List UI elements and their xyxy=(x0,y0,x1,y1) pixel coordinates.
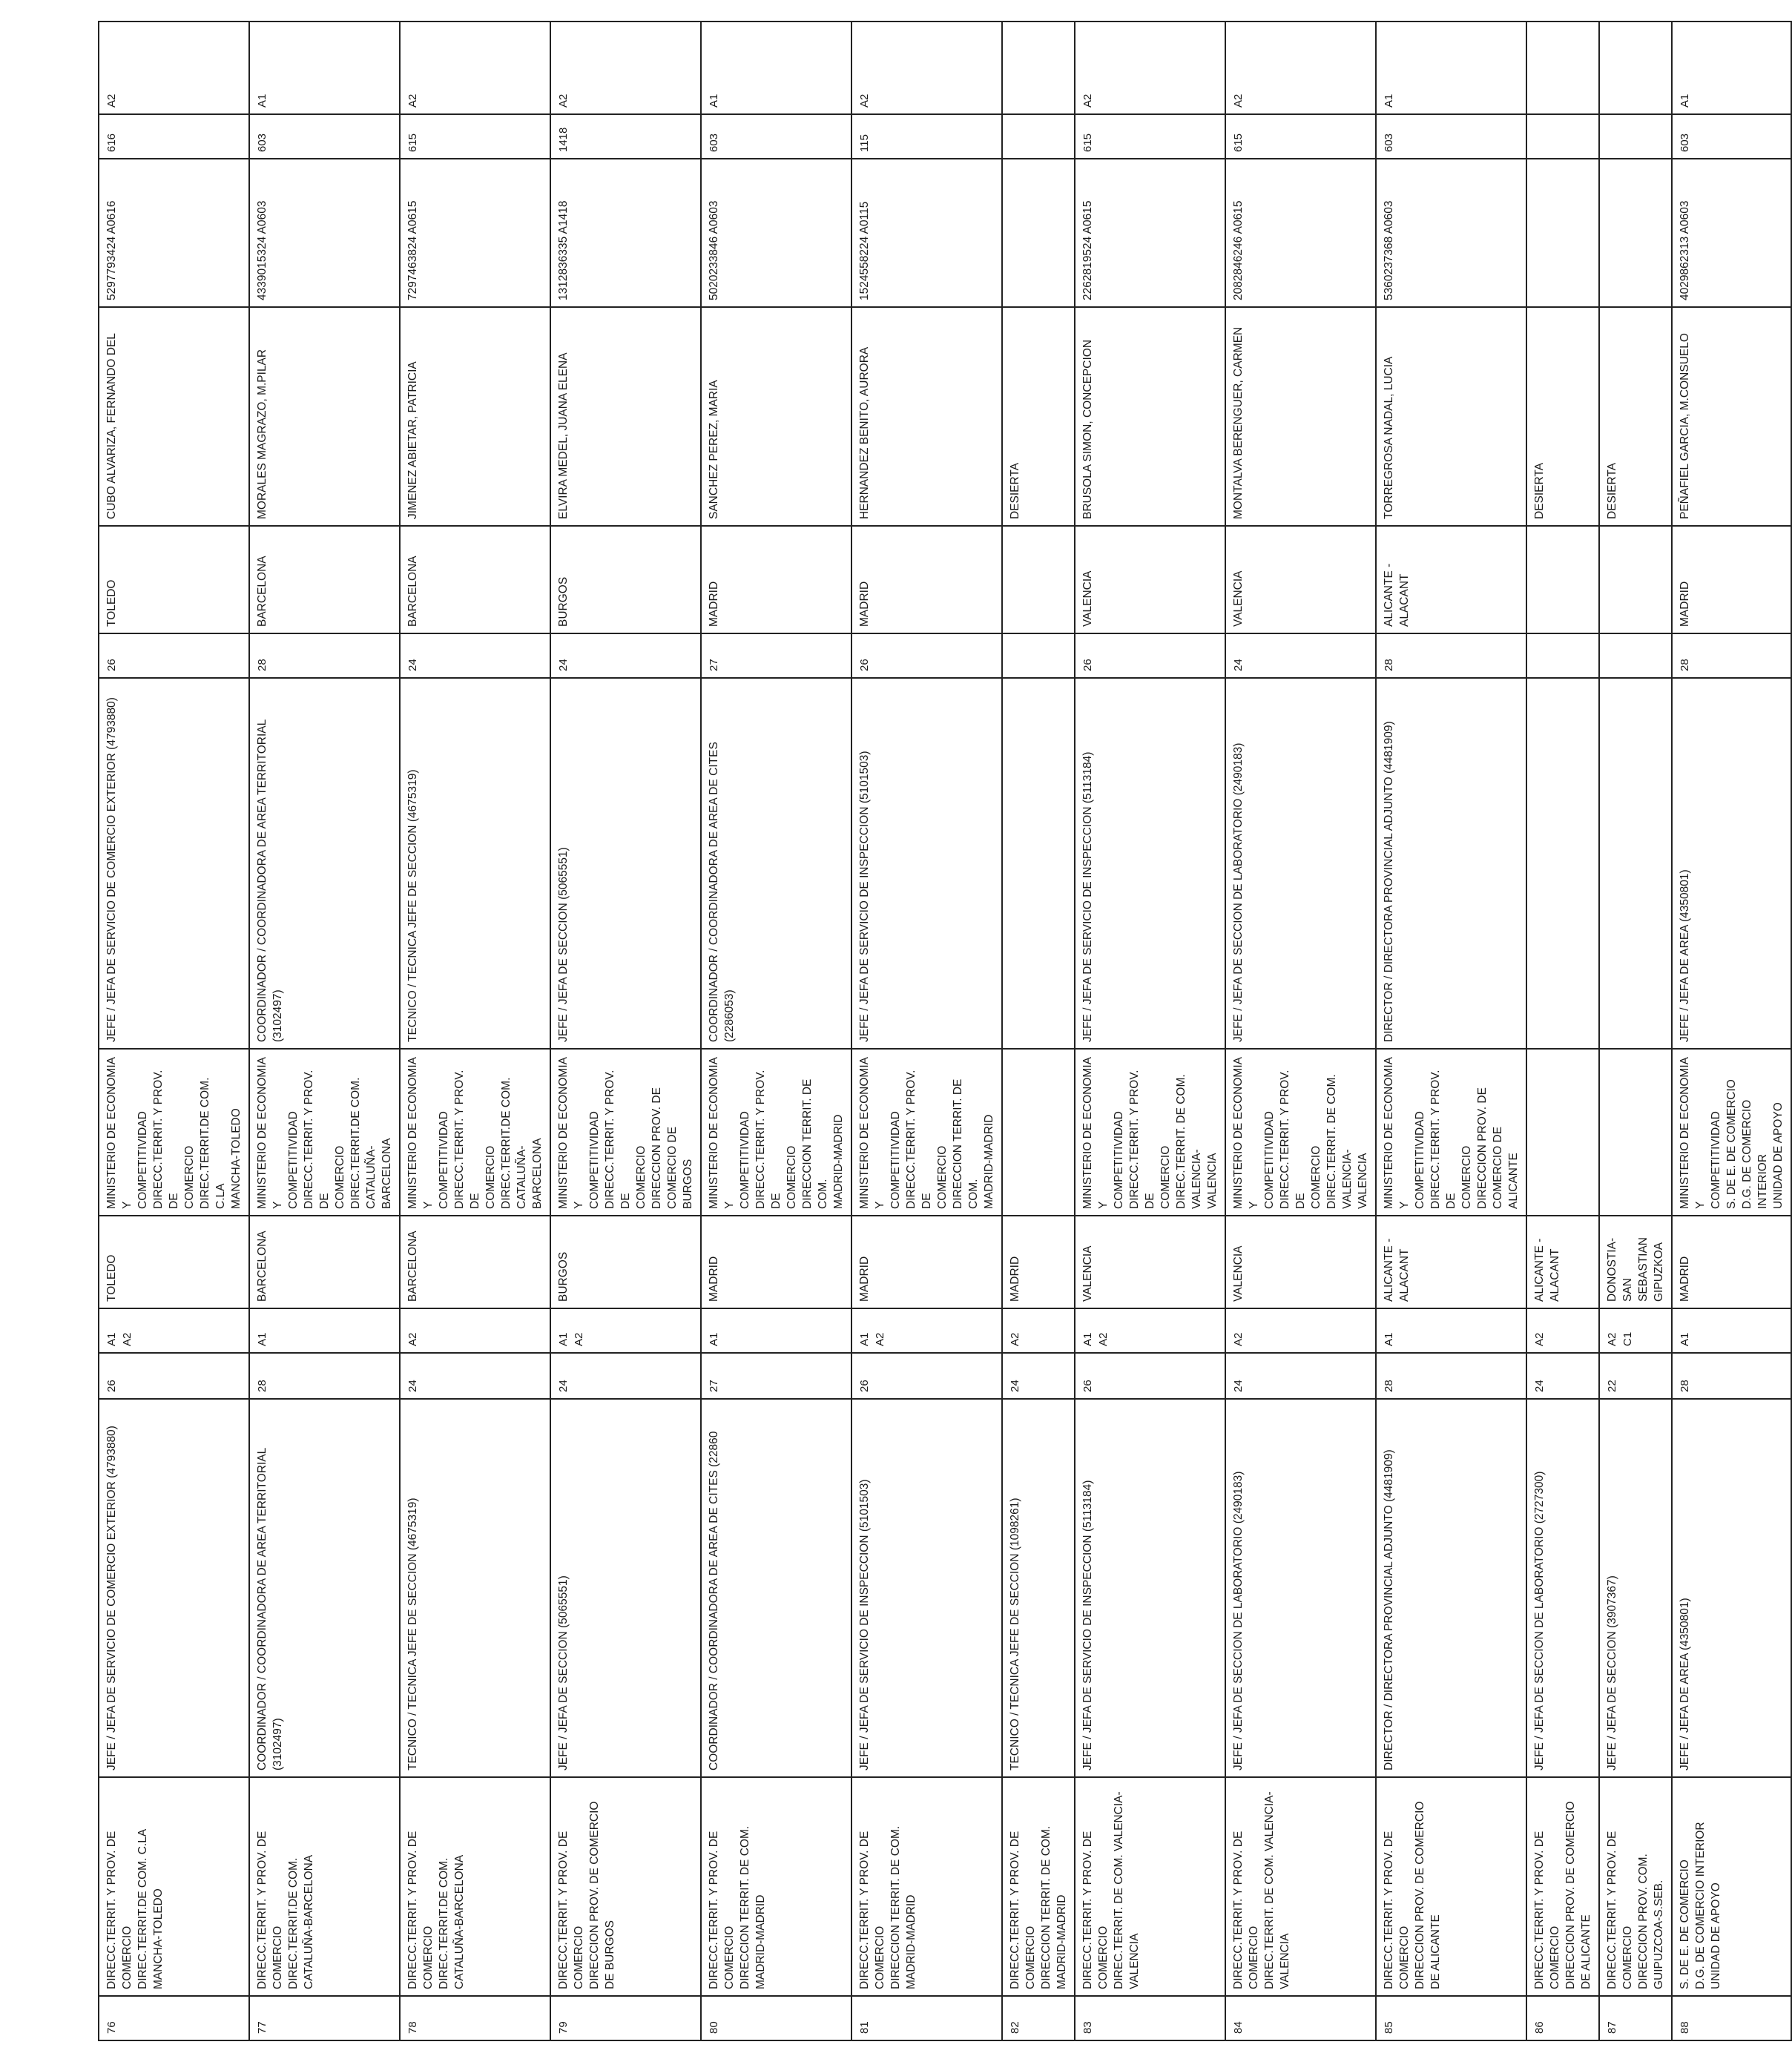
assignee-name-cell: JIMENEZ ABIETAR, PATRICIA xyxy=(400,307,550,526)
registry-number-cell xyxy=(1599,159,1672,307)
assignee-name-cell: HERNANDEZ BENITO, AURORA xyxy=(851,307,1002,526)
assigned-location-cell: VALENCIA xyxy=(1075,526,1225,633)
origin-level-cell: 24 xyxy=(400,1353,550,1399)
assigned-unit-cell: MINISTERIO DE ECONOMIA Y COMPETITIVIDAD DIRECC.TERRIT. Y PROV. DE COMERCIO DIREC.TERRIT. DE COM. VALENCIA- VALENCIA xyxy=(1225,1049,1376,1216)
group-code-cell xyxy=(1599,22,1672,114)
body-code-cell xyxy=(1002,114,1075,159)
origin-level-cell: 28 xyxy=(249,1353,400,1399)
body-code-cell: 115 xyxy=(851,114,1002,159)
origin-location-cell: BARCELONA xyxy=(249,1216,400,1308)
assigned-level-cell: 26 xyxy=(851,633,1002,678)
assigned-post-cell: JEFE / JEFA DE SECCION (5065551) xyxy=(550,678,701,1049)
assigned-location-cell: MADRID xyxy=(701,526,851,633)
origin-group-cell: A1 xyxy=(249,1308,400,1353)
assignee-name-cell: TORREGROSA NADAL, LUCIA xyxy=(1376,307,1526,526)
table-row xyxy=(701,22,851,2040)
assigned-unit-cell xyxy=(1002,1049,1075,1216)
assignee-name-cell: BRUSOLA SIMON, CONCEPCION xyxy=(1075,307,1225,526)
group-code-cell: A1 xyxy=(701,22,851,114)
registry-number-cell: 2262819524 A0615 xyxy=(1075,159,1225,307)
origin-group-cell: A2 xyxy=(1002,1308,1075,1353)
assigned-post-cell xyxy=(1599,678,1672,1049)
assigned-unit-cell: MINISTERIO DE ECONOMIA Y COMPETITIVIDAD DIRECC.TERRIT. Y PROV. DE COMERCIO DIREC.TERRIT.DE COM. CATALUÑA- BARCELONA xyxy=(249,1049,400,1216)
origin-level-cell: 24 xyxy=(1526,1353,1599,1399)
assignee-name-cell: DESIERTA xyxy=(1526,307,1599,526)
origin-group-cell: A1 A2 xyxy=(550,1308,701,1353)
row-number-cell: 76 xyxy=(99,1996,249,2040)
body-code-cell: 603 xyxy=(701,114,851,159)
group-code-cell: A2 xyxy=(1075,22,1225,114)
assigned-location-cell: ALICANTE - ALACANT xyxy=(1376,526,1526,633)
origin-unit-cell: DIRECC.TERRIT. Y PROV. DE COMERCIO DIREC.TERRIT.DE COM. C.LA MANCHA-TOLEDO xyxy=(99,1777,249,1996)
body-code-cell: 615 xyxy=(400,114,550,159)
registry-number-cell xyxy=(1526,159,1599,307)
origin-group-cell: A1 xyxy=(1672,1308,1791,1353)
origin-level-cell: 24 xyxy=(550,1353,701,1399)
origin-location-cell: MADRID xyxy=(701,1216,851,1308)
assignee-name-cell: DESIERTA xyxy=(1002,307,1075,526)
assigned-level-cell: 26 xyxy=(1075,633,1225,678)
body-code-cell xyxy=(1526,114,1599,159)
row-number-cell: 79 xyxy=(550,1996,701,2040)
origin-unit-cell: DIRECC.TERRIT. Y PROV. DE COMERCIO DIRECCION PROV. DE COMERCIO DE BURGOS xyxy=(550,1777,701,1996)
table-row xyxy=(1672,22,1791,2040)
assignee-name-cell: SANCHEZ PEREZ, MARIA xyxy=(701,307,851,526)
origin-post-cell: JEFE / JEFA DE SERVICIO DE INSPECCION (5101503) xyxy=(851,1399,1002,1777)
assigned-unit-cell: MINISTERIO DE ECONOMIA Y COMPETITIVIDAD DIRECC.TERRIT. Y PROV. DE COMERCIO DIRECCION PROV. DE COMERCIO DE ALICANTE xyxy=(1376,1049,1526,1216)
origin-group-cell: A2 xyxy=(1225,1308,1376,1353)
origin-location-cell: MADRID xyxy=(1002,1216,1075,1308)
origin-unit-cell: DIRECC.TERRIT. Y PROV. DE COMERCIO DIRECCION TERRIT. DE COM. MADRID-MADRID xyxy=(851,1777,1002,1996)
assigned-level-cell xyxy=(1526,633,1599,678)
assigned-unit-cell: MINISTERIO DE ECONOMIA Y COMPETITIVIDAD DIRECC.TERRIT. Y PROV. DE COMERCIO DIREC.TERRIT.DE COM. CATALUÑA- BARCELONA xyxy=(400,1049,550,1216)
assigned-unit-cell xyxy=(1526,1049,1599,1216)
group-code-cell xyxy=(1002,22,1075,114)
assigned-level-cell: 27 xyxy=(701,633,851,678)
origin-location-cell: MADRID xyxy=(851,1216,1002,1308)
registry-number-cell xyxy=(1002,159,1075,307)
group-code-cell: A2 xyxy=(1225,22,1376,114)
row-number-cell: 85 xyxy=(1376,1996,1526,2040)
origin-level-cell: 27 xyxy=(701,1353,851,1399)
registry-number-cell: 5360237368 A0603 xyxy=(1376,159,1526,307)
registry-number-cell: 4029862313 A0603 xyxy=(1672,159,1791,307)
row-number-cell: 77 xyxy=(249,1996,400,2040)
origin-group-cell: A2 xyxy=(1526,1308,1599,1353)
assigned-location-cell: BARCELONA xyxy=(400,526,550,633)
assigned-location-cell xyxy=(1526,526,1599,633)
origin-unit-cell: DIRECC.TERRIT. Y PROV. DE COMERCIO DIREC.TERRIT.DE COM. CATALUÑA-BARCELONA xyxy=(249,1777,400,1996)
body-code-cell: 615 xyxy=(1225,114,1376,159)
assigned-unit-cell: MINISTERIO DE ECONOMIA Y COMPETITIVIDAD DIRECC.TERRIT. Y PROV. DE COMERCIO DIREC.TERRIT. DE COM. VALENCIA- VALENCIA xyxy=(1075,1049,1225,1216)
origin-location-cell: ALICANTE - ALACANT xyxy=(1526,1216,1599,1308)
origin-level-cell: 26 xyxy=(99,1353,249,1399)
assigned-location-cell: TOLEDO xyxy=(99,526,249,633)
origin-post-cell: JEFE / JEFA DE SECCION DE LABORATORIO (2490183) xyxy=(1225,1399,1376,1777)
assignee-name-cell: CUBO ALVARIZA, FERNANDO DEL xyxy=(99,307,249,526)
assigned-post-cell xyxy=(1526,678,1599,1049)
row-number-cell: 78 xyxy=(400,1996,550,2040)
body-code-cell: 616 xyxy=(99,114,249,159)
origin-group-cell: A1 xyxy=(701,1308,851,1353)
body-code-cell: 615 xyxy=(1075,114,1225,159)
origin-unit-cell: DIRECC.TERRIT. Y PROV. DE COMERCIO DIRECCION PROV. COM. GUIPUZCOA-S.SEB. xyxy=(1599,1777,1672,1996)
origin-location-cell: BARCELONA xyxy=(400,1216,550,1308)
body-code-cell: 1418 xyxy=(550,114,701,159)
table-row xyxy=(1002,22,1075,2040)
origin-unit-cell: DIRECC.TERRIT. Y PROV. DE COMERCIO DIRECCION PROV. DE COMERCIO DE ALICANTE xyxy=(1526,1777,1599,1996)
origin-post-cell: JEFE / JEFA DE SECCION (5065551) xyxy=(550,1399,701,1777)
assigned-post-cell: JEFE / JEFA DE AREA (4350801) xyxy=(1672,678,1791,1049)
registry-number-cell: 2082846246 A0615 xyxy=(1225,159,1376,307)
assigned-unit-cell: MINISTERIO DE ECONOMIA Y COMPETITIVIDAD DIRECC.TERRIT. Y PROV. DE COMERCIO DIRECCION PROV. DE COMERCIO DE BURGOS xyxy=(550,1049,701,1216)
assigned-unit-cell: MINISTERIO DE ECONOMIA Y COMPETITIVIDAD DIRECC.TERRIT. Y PROV. DE COMERCIO DIRECCION TERRIT. DE COM. MADRID-MADRID xyxy=(701,1049,851,1216)
table-row xyxy=(1225,22,1376,2040)
origin-post-cell: JEFE / JEFA DE AREA (4350801) xyxy=(1672,1399,1791,1777)
body-code-cell: 603 xyxy=(1672,114,1791,159)
assigned-location-cell xyxy=(1599,526,1672,633)
origin-location-cell: ALICANTE - ALACANT xyxy=(1376,1216,1526,1308)
origin-post-cell: COORDINADOR / COORDINADORA DE AREA DE CITES (22860 xyxy=(701,1399,851,1777)
origin-unit-cell: DIRECC.TERRIT. Y PROV. DE COMERCIO DIRECCION PROV. DE COMERCIO DE ALICANTE xyxy=(1376,1777,1526,1996)
origin-level-cell: 22 xyxy=(1599,1353,1672,1399)
group-code-cell: A2 xyxy=(851,22,1002,114)
registry-number-cell: 7297463824 A0615 xyxy=(400,159,550,307)
registry-number-cell: 1524558224 A0115 xyxy=(851,159,1002,307)
assigned-level-cell: 24 xyxy=(1225,633,1376,678)
origin-level-cell: 24 xyxy=(1225,1353,1376,1399)
assigned-level-cell: 28 xyxy=(1672,633,1791,678)
origin-group-cell: A1 xyxy=(1376,1308,1526,1353)
assigned-location-cell: BURGOS xyxy=(550,526,701,633)
registry-number-cell: 5020233846 A0603 xyxy=(701,159,851,307)
origin-post-cell: TECNICO / TECNICA JEFE DE SECCION (4675319) xyxy=(400,1399,550,1777)
assigned-level-cell: 28 xyxy=(1376,633,1526,678)
origin-level-cell: 24 xyxy=(1002,1353,1075,1399)
row-number-cell: 88 xyxy=(1672,1996,1791,2040)
table-body xyxy=(99,22,1791,2040)
assignee-name-cell: MONTALVA BERENGUER, CARMEN xyxy=(1225,307,1376,526)
assignee-name-cell: PEÑAFIEL GARCIA, M.CONSUELO xyxy=(1672,307,1791,526)
group-code-cell: A2 xyxy=(550,22,701,114)
table-row xyxy=(1526,22,1599,2040)
origin-post-cell: TECNICO / TECNICA JEFE DE SECCION (1098261) xyxy=(1002,1399,1075,1777)
group-code-cell: A1 xyxy=(249,22,400,114)
assigned-unit-cell xyxy=(1599,1049,1672,1216)
row-number-cell: 83 xyxy=(1075,1996,1225,2040)
assigned-post-cell: COORDINADOR / COORDINADORA DE AREA DE CITES (2286053) xyxy=(701,678,851,1049)
origin-group-cell: A2 C1 xyxy=(1599,1308,1672,1353)
assigned-unit-cell: MINISTERIO DE ECONOMIA Y COMPETITIVIDAD DIRECC.TERRIT. Y PROV. DE COMERCIO DIREC.TERRIT.DE COM. C.LA MANCHA-TOLEDO xyxy=(99,1049,249,1216)
origin-location-cell: DONOSTIA-SAN SEBASTIAN GIPUZKOA xyxy=(1599,1216,1672,1308)
body-code-cell xyxy=(1599,114,1672,159)
assigned-unit-cell: MINISTERIO DE ECONOMIA Y COMPETITIVIDAD DIRECC.TERRIT. Y PROV. DE COMERCIO DIRECCION TERRIT. DE COM. MADRID-MADRID xyxy=(851,1049,1002,1216)
group-code-cell xyxy=(1526,22,1599,114)
assignee-name-cell: ELVIRA MEDEL, JUANA ELENA xyxy=(550,307,701,526)
row-number-cell: 87 xyxy=(1599,1996,1672,2040)
assigned-post-cell xyxy=(1002,678,1075,1049)
origin-post-cell: JEFE / JEFA DE SECCION DE LABORATORIO (2727300) xyxy=(1526,1399,1599,1777)
assigned-level-cell: 28 xyxy=(249,633,400,678)
table-row xyxy=(1599,22,1672,2040)
origin-unit-cell: DIRECC.TERRIT. Y PROV. DE COMERCIO DIREC.TERRIT. DE COM. VALENCIA- VALENCIA xyxy=(1225,1777,1376,1996)
assigned-post-cell: JEFE / JEFA DE SERVICIO DE COMERCIO EXTERIOR (4793880) xyxy=(99,678,249,1049)
registry-number-cell: 1312836335 A1418 xyxy=(550,159,701,307)
origin-group-cell: A1 A2 xyxy=(1075,1308,1225,1353)
origin-unit-cell: S. DE E. DE COMERCIO D.G. DE COMERCIO INTERIOR UNIDAD DE APOYO xyxy=(1672,1777,1791,1996)
row-number-cell: 82 xyxy=(1002,1996,1075,2040)
assigned-unit-cell: MINISTERIO DE ECONOMIA Y COMPETITIVIDAD S. DE E. DE COMERCIO D.G. DE COMERCIO INTERIOR UNIDAD DE APOYO xyxy=(1672,1049,1791,1216)
document-page xyxy=(98,22,1785,2041)
registry-number-cell: 5297793424 A0616 xyxy=(99,159,249,307)
table-row xyxy=(1075,22,1225,2040)
origin-unit-cell: DIRECC.TERRIT. Y PROV. DE COMERCIO DIRECCION TERRIT. DE COM. MADRID-MADRID xyxy=(1002,1777,1075,1996)
assigned-post-cell: DIRECTOR / DIRECTORA PROVINCIAL ADJUNTO (4481909) xyxy=(1376,678,1526,1049)
group-code-cell: A2 xyxy=(99,22,249,114)
assigned-post-cell: TECNICO / TECNICA JEFE DE SECCION (4675319) xyxy=(400,678,550,1049)
group-code-cell: A1 xyxy=(1672,22,1791,114)
assignee-name-cell: MORALES MAGRAZO, M.PILAR xyxy=(249,307,400,526)
assigned-location-cell: MADRID xyxy=(1672,526,1791,633)
assigned-post-cell: JEFE / JEFA DE SERVICIO DE INSPECCION (5113184) xyxy=(1075,678,1225,1049)
origin-group-cell: A2 xyxy=(400,1308,550,1353)
origin-group-cell: A1 A2 xyxy=(851,1308,1002,1353)
origin-post-cell: JEFE / JEFA DE SERVICIO DE INSPECCION (5113184) xyxy=(1075,1399,1225,1777)
origin-location-cell: VALENCIA xyxy=(1075,1216,1225,1308)
origin-level-cell: 26 xyxy=(851,1353,1002,1399)
table-row xyxy=(249,22,400,2040)
assigned-level-cell xyxy=(1002,633,1075,678)
table-row xyxy=(99,22,249,2040)
origin-location-cell: TOLEDO xyxy=(99,1216,249,1308)
origin-location-cell: MADRID xyxy=(1672,1216,1791,1308)
row-number-cell: 84 xyxy=(1225,1996,1376,2040)
origin-unit-cell: DIRECC.TERRIT. Y PROV. DE COMERCIO DIRECCION TERRIT. DE COM. MADRID-MADRID xyxy=(701,1777,851,1996)
assigned-level-cell: 26 xyxy=(99,633,249,678)
body-code-cell: 603 xyxy=(249,114,400,159)
row-number-cell: 80 xyxy=(701,1996,851,2040)
table-row xyxy=(1376,22,1526,2040)
assigned-post-cell: COORDINADOR / COORDINADORA DE AREA TERRITORIAL (3102497) xyxy=(249,678,400,1049)
origin-post-cell: JEFE / JEFA DE SERVICIO DE COMERCIO EXTERIOR (4793880) xyxy=(99,1399,249,1777)
group-code-cell: A1 xyxy=(1376,22,1526,114)
assigned-post-cell: JEFE / JEFA DE SERVICIO DE INSPECCION (5101503) xyxy=(851,678,1002,1049)
origin-level-cell: 26 xyxy=(1075,1353,1225,1399)
origin-location-cell: BURGOS xyxy=(550,1216,701,1308)
origin-post-cell: JEFE / JEFA DE SECCION (3907367) xyxy=(1599,1399,1672,1777)
assigned-location-cell: BARCELONA xyxy=(249,526,400,633)
assigned-location-cell xyxy=(1002,526,1075,633)
assigned-location-cell: MADRID xyxy=(851,526,1002,633)
appointments-table xyxy=(98,21,1792,2041)
assigned-level-cell xyxy=(1599,633,1672,678)
origin-post-cell: COORDINADOR / COORDINADORA DE AREA TERRITORIAL (3102497) xyxy=(249,1399,400,1777)
origin-location-cell: VALENCIA xyxy=(1225,1216,1376,1308)
table-row xyxy=(851,22,1002,2040)
assigned-post-cell: JEFE / JEFA DE SECCION DE LABORATORIO (2490183) xyxy=(1225,678,1376,1049)
origin-level-cell: 28 xyxy=(1672,1353,1791,1399)
origin-level-cell: 28 xyxy=(1376,1353,1526,1399)
table-row xyxy=(400,22,550,2040)
row-number-cell: 81 xyxy=(851,1996,1002,2040)
origin-group-cell: A1 A2 xyxy=(99,1308,249,1353)
origin-post-cell: DIRECTOR / DIRECTORA PROVINCIAL ADJUNTO (4481909) xyxy=(1376,1399,1526,1777)
assigned-level-cell: 24 xyxy=(550,633,701,678)
registry-number-cell: 4339015324 A0603 xyxy=(249,159,400,307)
row-number-cell: 86 xyxy=(1526,1996,1599,2040)
table-row xyxy=(550,22,701,2040)
group-code-cell: A2 xyxy=(400,22,550,114)
origin-unit-cell: DIRECC.TERRIT. Y PROV. DE COMERCIO DIREC.TERRIT.DE COM. CATALUÑA-BARCELONA xyxy=(400,1777,550,1996)
assignee-name-cell: DESIERTA xyxy=(1599,307,1672,526)
assigned-location-cell: VALENCIA xyxy=(1225,526,1376,633)
body-code-cell: 603 xyxy=(1376,114,1526,159)
origin-unit-cell: DIRECC.TERRIT. Y PROV. DE COMERCIO DIREC.TERRIT. DE COM. VALENCIA- VALENCIA xyxy=(1075,1777,1225,1996)
assigned-level-cell: 24 xyxy=(400,633,550,678)
